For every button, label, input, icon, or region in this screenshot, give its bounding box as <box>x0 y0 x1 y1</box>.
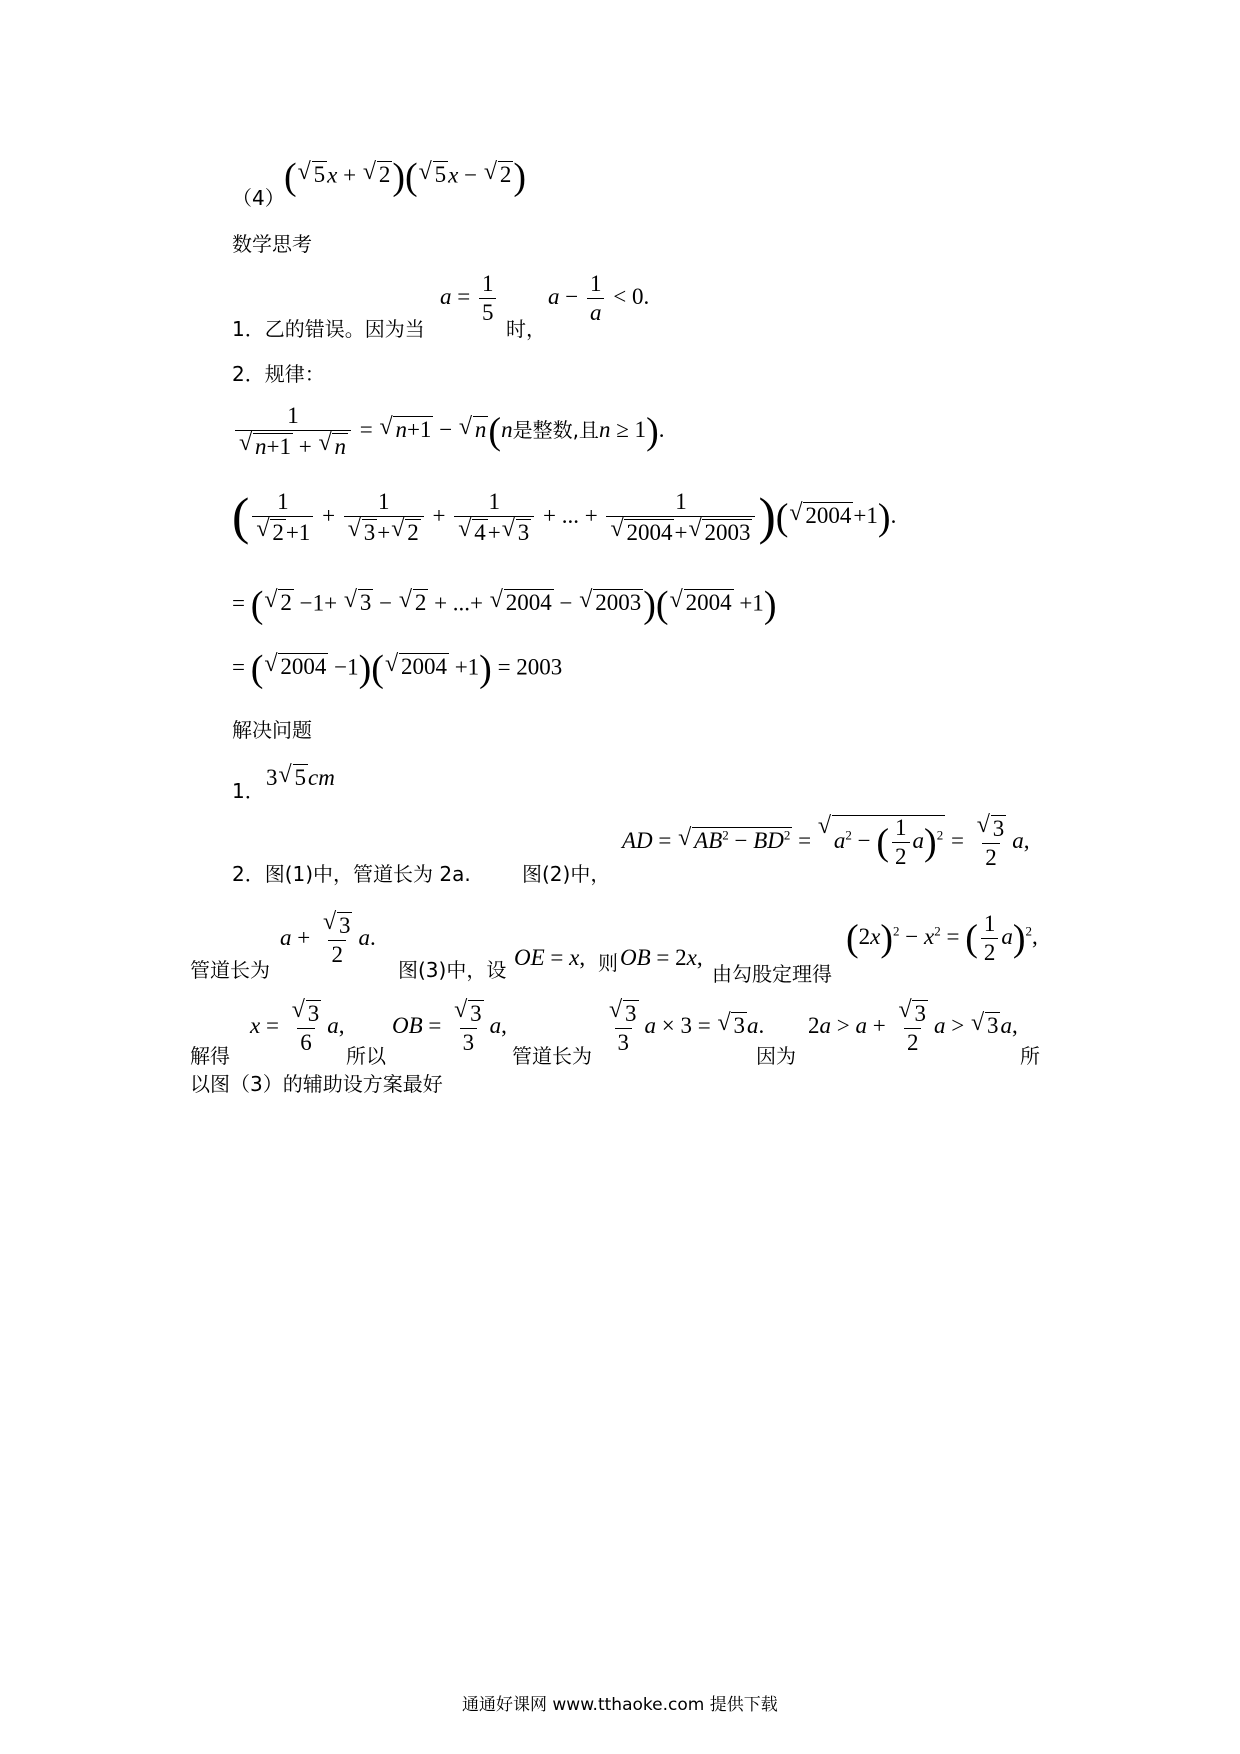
q1-condition-equation: a = $\frac{1}{5}$ <box>440 272 499 325</box>
s2-fig3-length: √ $\frac{3}{3}$ a × 3 = √ 3a. <box>602 1000 764 1055</box>
s2-ob-solution: OB = √ $\frac{3}{3}$ a, <box>392 1000 507 1055</box>
s2-text-b: 图(2)中， <box>522 862 611 886</box>
q2-rule-text: 是整数,且 <box>512 418 599 442</box>
s2-text-i: 管道长为 <box>512 1044 592 1068</box>
s2-text-k: 所 <box>1020 1044 1040 1068</box>
s2-comparison: 2a > a + √ $\frac{3}{2}$ a > √ 3a, <box>808 1000 1018 1055</box>
q1-inequality: a − $\frac{1}{a}$ < 0. <box>548 271 650 326</box>
s2-text-f: 由勾股定理得 <box>712 962 832 986</box>
q1-text-b: 时， <box>506 317 546 341</box>
item-4-expression: (√ 5x + √ 2)(√ 5x − √ 2) <box>284 158 526 196</box>
s1-label: 1． <box>232 779 265 803</box>
footer-credit: 通通好课网 www.tthaoke.com 提供下载 <box>462 1695 778 1715</box>
s2-text-c: 管道长为 <box>190 958 270 982</box>
s2-text-j: 因为 <box>756 1044 796 1068</box>
q2-result-line: = (√ 2004 −1)(√ 2004 +1) = 2003 <box>232 650 562 688</box>
q1-text-a: 1．乙的错误。因为当 <box>232 317 425 341</box>
s2-text-h: 所以 <box>346 1044 386 1068</box>
q2-rule-equation: 1 √ n+1 + √ n = √ n+1 − √ n(n是整数,且n ≥ 1). <box>232 404 664 459</box>
s2-x-solution: x = √ $\frac{3}{6}$ a, <box>250 1000 344 1055</box>
q2-telescoping-line: = (√ 2 −1+ √ 3 − √ 2 + ...+ √ 2004 − √ 2003)(√ 2004 +1) <box>232 586 776 624</box>
s2-text-a: 2．图(1)中，管道长为 2a. <box>232 862 471 886</box>
section-heading-solve-problems: 解决问题 <box>232 718 312 742</box>
s2-text-d: 图(3)中，设 <box>398 958 507 982</box>
s2-oe-definition: OE = x, <box>514 945 586 970</box>
s2-ob-definition: OB = 2x, <box>620 945 703 970</box>
section-heading-math-thinking: 数学思考 <box>232 232 312 256</box>
item-4-label: （4） <box>232 186 285 210</box>
s2-text-g: 解得 <box>190 1044 230 1068</box>
s1-answer: 3√ 5cm <box>266 764 335 791</box>
s2-text-l: 以图（3）的辅助设方案最好 <box>190 1072 443 1096</box>
q2-label: 2．规律： <box>232 362 325 386</box>
s2-ad-equation: AD = √ $AB^2 - BD^2$ = √ $a^2$ − ( $\frac{1}{2}$ a)$^2$ = √ $\frac{3}{2}$ a, <box>622 815 1029 870</box>
s2-fig2-length: a + √ $\frac{3}{2}$ a. <box>280 912 376 967</box>
s2-text-e: 则 <box>598 951 618 975</box>
q2-sum-expression: ( 1 √ 2+1 + 1 √ 3+√ 2 + 1 √ 4+√ 3 + ... + 1 √ 2004+√ 2003 )(√ 2004+1). <box>232 490 896 545</box>
s2-pythagorean-equation: $(2x)^2 - x^2$ = ( $\frac{1}{2}$ a)$^2$, <box>846 911 1038 966</box>
